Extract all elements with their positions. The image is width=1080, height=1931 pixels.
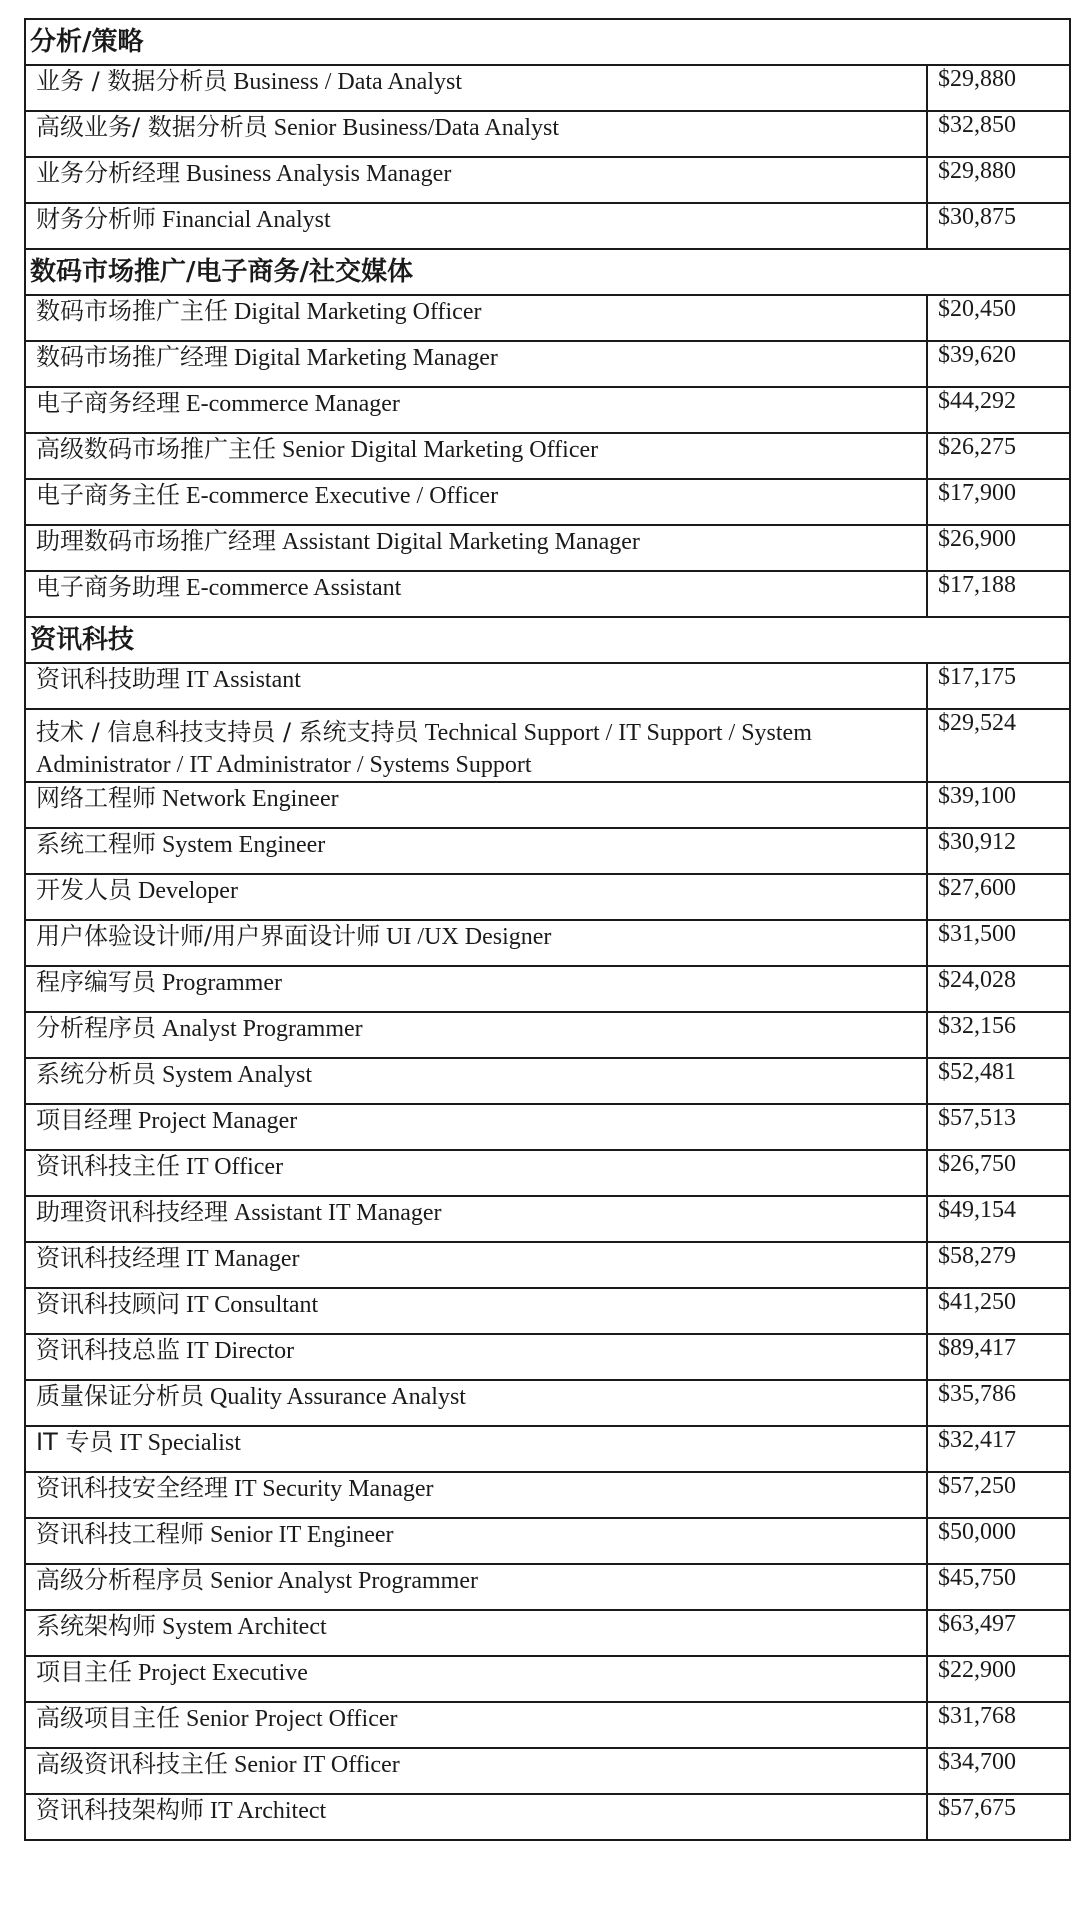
- table-row: [25, 1748, 1070, 1794]
- table-row: [25, 341, 1070, 387]
- job-title-chinese: 业务分析经理: [36, 159, 180, 187]
- job-title-cell: [25, 920, 927, 966]
- job-title-chinese: 高级分析程序员: [36, 1566, 204, 1594]
- job-title-chinese: 技术 / 信息科技支持员 / 系统支持员: [36, 718, 419, 746]
- job-title-chinese: 高级业务/ 数据分析员: [36, 113, 268, 141]
- job-title-english: Business Analysis Manager: [186, 161, 452, 187]
- job-title-chinese: 资讯科技安全经理: [36, 1474, 228, 1502]
- job-title-cell: [25, 874, 927, 920]
- job-title-english: Project Executive: [138, 1660, 308, 1686]
- job-title-cell: [25, 1288, 927, 1334]
- salary-cell: $63,497: [927, 1610, 1070, 1656]
- job-title-english: Digital Marketing Manager: [234, 345, 498, 371]
- job-title-chinese: 开发人员: [36, 876, 132, 904]
- job-title-chinese: 电子商务经理: [36, 389, 180, 417]
- job-title-chinese: 业务 / 数据分析员: [36, 67, 228, 95]
- section-heading: 资讯科技: [25, 617, 1070, 663]
- table-row: [25, 966, 1070, 1012]
- job-title-chinese: 系统架构师: [36, 1612, 156, 1640]
- salary-cell: $50,000: [927, 1518, 1070, 1564]
- job-title-chinese: 高级项目主任: [36, 1704, 180, 1732]
- job-title-english: System Architect: [162, 1614, 327, 1640]
- job-title-english: E-commerce Assistant: [186, 575, 402, 601]
- table-row: [25, 1610, 1070, 1656]
- job-title-english: Business / Data Analyst: [233, 69, 462, 95]
- salary-cell: $17,175: [927, 663, 1070, 709]
- job-title-chinese: 数码市场推广经理: [36, 343, 228, 371]
- job-title-english: IT Architect: [210, 1798, 327, 1824]
- job-title-cell: [25, 571, 927, 617]
- table-row: [25, 1242, 1070, 1288]
- job-title-chinese: 助理资讯科技经理: [36, 1198, 228, 1226]
- job-title-cell: [25, 1196, 927, 1242]
- job-title-cell: [25, 433, 927, 479]
- table-row: [25, 387, 1070, 433]
- table-row: [25, 479, 1070, 525]
- job-title-english: IT Manager: [186, 1246, 300, 1272]
- salary-cell: $26,900: [927, 525, 1070, 571]
- job-title-english: UI /UX Designer: [386, 924, 552, 950]
- job-title-chinese: 质量保证分析员: [36, 1382, 204, 1410]
- job-title-cell: [25, 1150, 927, 1196]
- job-title-chinese: 网络工程师: [36, 784, 156, 812]
- job-title-cell: [25, 341, 927, 387]
- salary-cell: $57,675: [927, 1794, 1070, 1840]
- job-title-chinese: 系统工程师: [36, 830, 156, 858]
- job-title-cell: [25, 1656, 927, 1702]
- job-title-english: Network Engineer: [162, 786, 339, 812]
- job-title-cell: [25, 1426, 927, 1472]
- job-title-english: Assistant IT Manager: [234, 1200, 442, 1226]
- table-row: [25, 1380, 1070, 1426]
- job-title-english: Developer: [138, 878, 238, 904]
- section-heading: 数码市场推广/电子商务/社交媒体: [25, 249, 1070, 295]
- table-row: [25, 203, 1070, 249]
- table-row: [25, 709, 1070, 782]
- job-title-chinese: 电子商务主任: [36, 481, 180, 509]
- job-title-cell: [25, 1242, 927, 1288]
- salary-cell: $24,028: [927, 966, 1070, 1012]
- job-title-chinese: 资讯科技顾问: [36, 1290, 180, 1318]
- salary-cell: $29,880: [927, 65, 1070, 111]
- table-row: [25, 1564, 1070, 1610]
- salary-cell: $89,417: [927, 1334, 1070, 1380]
- table-row: [25, 1334, 1070, 1380]
- job-title-cell: [25, 966, 927, 1012]
- table-row: [25, 157, 1070, 203]
- salary-cell: $45,750: [927, 1564, 1070, 1610]
- table-row: [25, 1012, 1070, 1058]
- table-row: [25, 828, 1070, 874]
- salary-cell: $58,279: [927, 1242, 1070, 1288]
- salary-cell: $57,250: [927, 1472, 1070, 1518]
- job-title-english: Senior Project Officer: [186, 1706, 398, 1732]
- salary-cell: $44,292: [927, 387, 1070, 433]
- job-title-english: Senior Analyst Programmer: [210, 1568, 478, 1594]
- table-row: [25, 920, 1070, 966]
- salary-cell: $32,417: [927, 1426, 1070, 1472]
- job-title-cell: [25, 828, 927, 874]
- table-row: [25, 1656, 1070, 1702]
- salary-cell: $41,250: [927, 1288, 1070, 1334]
- table-row: [25, 295, 1070, 341]
- salary-cell: $39,620: [927, 341, 1070, 387]
- salary-cell: $22,900: [927, 1656, 1070, 1702]
- job-title-english: Technical Support / IT Support / System Administrator / IT Administrator / Systems Support: [36, 720, 812, 778]
- salary-cell: $57,513: [927, 1104, 1070, 1150]
- table-row: [25, 525, 1070, 571]
- job-title-english: E-commerce Executive / Officer: [186, 483, 499, 509]
- job-title-cell: [25, 1794, 927, 1840]
- salary-cell: $17,900: [927, 479, 1070, 525]
- salary-cell: $17,188: [927, 571, 1070, 617]
- job-title-cell: [25, 525, 927, 571]
- salary-cell: $34,700: [927, 1748, 1070, 1794]
- salary-table-body: [25, 19, 1070, 1840]
- job-title-english: System Analyst: [162, 1062, 313, 1088]
- job-title-cell: [25, 663, 927, 709]
- salary-cell: $39,100: [927, 782, 1070, 828]
- job-title-chinese: 高级数码市场推广主任: [36, 435, 276, 463]
- job-title-cell: [25, 295, 927, 341]
- table-row: [25, 1702, 1070, 1748]
- job-title-english: Digital Marketing Officer: [234, 299, 482, 325]
- salary-cell: $31,768: [927, 1702, 1070, 1748]
- job-title-english: Programmer: [162, 970, 282, 996]
- table-row: [25, 663, 1070, 709]
- table-row: [25, 782, 1070, 828]
- salary-table: [24, 18, 1071, 1841]
- table-row: [25, 1426, 1070, 1472]
- job-title-cell: [25, 709, 927, 782]
- table-row: [25, 571, 1070, 617]
- salary-cell: $27,600: [927, 874, 1070, 920]
- table-row: [25, 874, 1070, 920]
- salary-cell: $32,156: [927, 1012, 1070, 1058]
- job-title-cell: [25, 479, 927, 525]
- salary-cell: $31,500: [927, 920, 1070, 966]
- job-title-english: E-commerce Manager: [186, 391, 400, 417]
- job-title-cell: [25, 1058, 927, 1104]
- salary-cell: $32,850: [927, 111, 1070, 157]
- job-title-chinese: 高级资讯科技主任: [36, 1750, 228, 1778]
- job-title-english: IT Specialist: [119, 1430, 241, 1456]
- job-title-chinese: 电子商务助理: [36, 573, 180, 601]
- job-title-chinese: 项目主任: [36, 1658, 132, 1686]
- salary-cell: $29,880: [927, 157, 1070, 203]
- section-heading: 分析/策略: [25, 19, 1070, 65]
- job-title-chinese: 资讯科技工程师: [36, 1520, 204, 1548]
- job-title-chinese: 资讯科技经理: [36, 1244, 180, 1272]
- job-title-english: System Engineer: [162, 832, 326, 858]
- salary-cell: $30,875: [927, 203, 1070, 249]
- job-title-chinese: 分析程序员: [36, 1014, 156, 1042]
- job-title-cell: [25, 1564, 927, 1610]
- job-title-cell: [25, 1472, 927, 1518]
- job-title-cell: [25, 782, 927, 828]
- job-title-cell: [25, 1702, 927, 1748]
- job-title-english: Analyst Programmer: [162, 1016, 363, 1042]
- job-title-chinese: 资讯科技主任: [36, 1152, 180, 1180]
- table-row: [25, 1472, 1070, 1518]
- job-title-english: Project Manager: [138, 1108, 298, 1134]
- job-title-cell: [25, 111, 927, 157]
- job-title-cell: [25, 1012, 927, 1058]
- section-header-row: [25, 19, 1070, 65]
- salary-cell: $49,154: [927, 1196, 1070, 1242]
- job-title-english: IT Assistant: [186, 667, 301, 693]
- table-row: [25, 1794, 1070, 1840]
- job-title-chinese: 资讯科技助理: [36, 665, 180, 693]
- job-title-english: IT Consultant: [186, 1292, 319, 1318]
- job-title-english: Quality Assurance Analyst: [210, 1384, 466, 1410]
- table-row: [25, 1518, 1070, 1564]
- job-title-cell: [25, 1518, 927, 1564]
- job-title-chinese: 项目经理: [36, 1106, 132, 1134]
- job-title-chinese: 程序编写员: [36, 968, 156, 996]
- job-title-cell: [25, 1334, 927, 1380]
- table-row: [25, 1150, 1070, 1196]
- job-title-cell: [25, 203, 927, 249]
- table-row: [25, 65, 1070, 111]
- job-title-chinese: 用户体验设计师/用户界面设计师: [36, 922, 381, 950]
- table-row: [25, 1104, 1070, 1150]
- salary-cell: $29,524: [927, 709, 1070, 782]
- job-title-chinese: 系统分析员: [36, 1060, 156, 1088]
- table-row: [25, 1196, 1070, 1242]
- job-title-cell: [25, 387, 927, 433]
- table-row: [25, 433, 1070, 479]
- job-title-english: Senior Digital Marketing Officer: [282, 437, 599, 463]
- table-row: [25, 1288, 1070, 1334]
- job-title-chinese: IT 专员: [36, 1428, 114, 1456]
- job-title-chinese: 助理数码市场推广经理: [36, 527, 276, 555]
- job-title-cell: [25, 1104, 927, 1150]
- job-title-chinese: 资讯科技架构师: [36, 1796, 204, 1824]
- job-title-english: Assistant Digital Marketing Manager: [282, 529, 640, 555]
- salary-cell: $20,450: [927, 295, 1070, 341]
- salary-cell: $52,481: [927, 1058, 1070, 1104]
- job-title-english: IT Security Manager: [234, 1476, 434, 1502]
- job-title-chinese: 财务分析师: [36, 205, 156, 233]
- job-title-cell: [25, 65, 927, 111]
- section-header-row: [25, 617, 1070, 663]
- job-title-english: IT Director: [186, 1338, 295, 1364]
- job-title-cell: [25, 1748, 927, 1794]
- salary-cell: $35,786: [927, 1380, 1070, 1426]
- job-title-english: Senior Business/Data Analyst: [273, 115, 560, 141]
- job-title-english: IT Officer: [186, 1154, 284, 1180]
- job-title-english: Senior IT Engineer: [210, 1522, 394, 1548]
- job-title-english: Financial Analyst: [162, 207, 331, 233]
- salary-cell: $26,275: [927, 433, 1070, 479]
- job-title-cell: [25, 1610, 927, 1656]
- job-title-cell: [25, 157, 927, 203]
- salary-cell: $26,750: [927, 1150, 1070, 1196]
- salary-cell: $30,912: [927, 828, 1070, 874]
- job-title-english: Senior IT Officer: [234, 1752, 400, 1778]
- table-row: [25, 111, 1070, 157]
- section-header-row: [25, 249, 1070, 295]
- job-title-chinese: 资讯科技总监: [36, 1336, 180, 1364]
- table-row: [25, 1058, 1070, 1104]
- job-title-cell: [25, 1380, 927, 1426]
- job-title-chinese: 数码市场推广主任: [36, 297, 228, 325]
